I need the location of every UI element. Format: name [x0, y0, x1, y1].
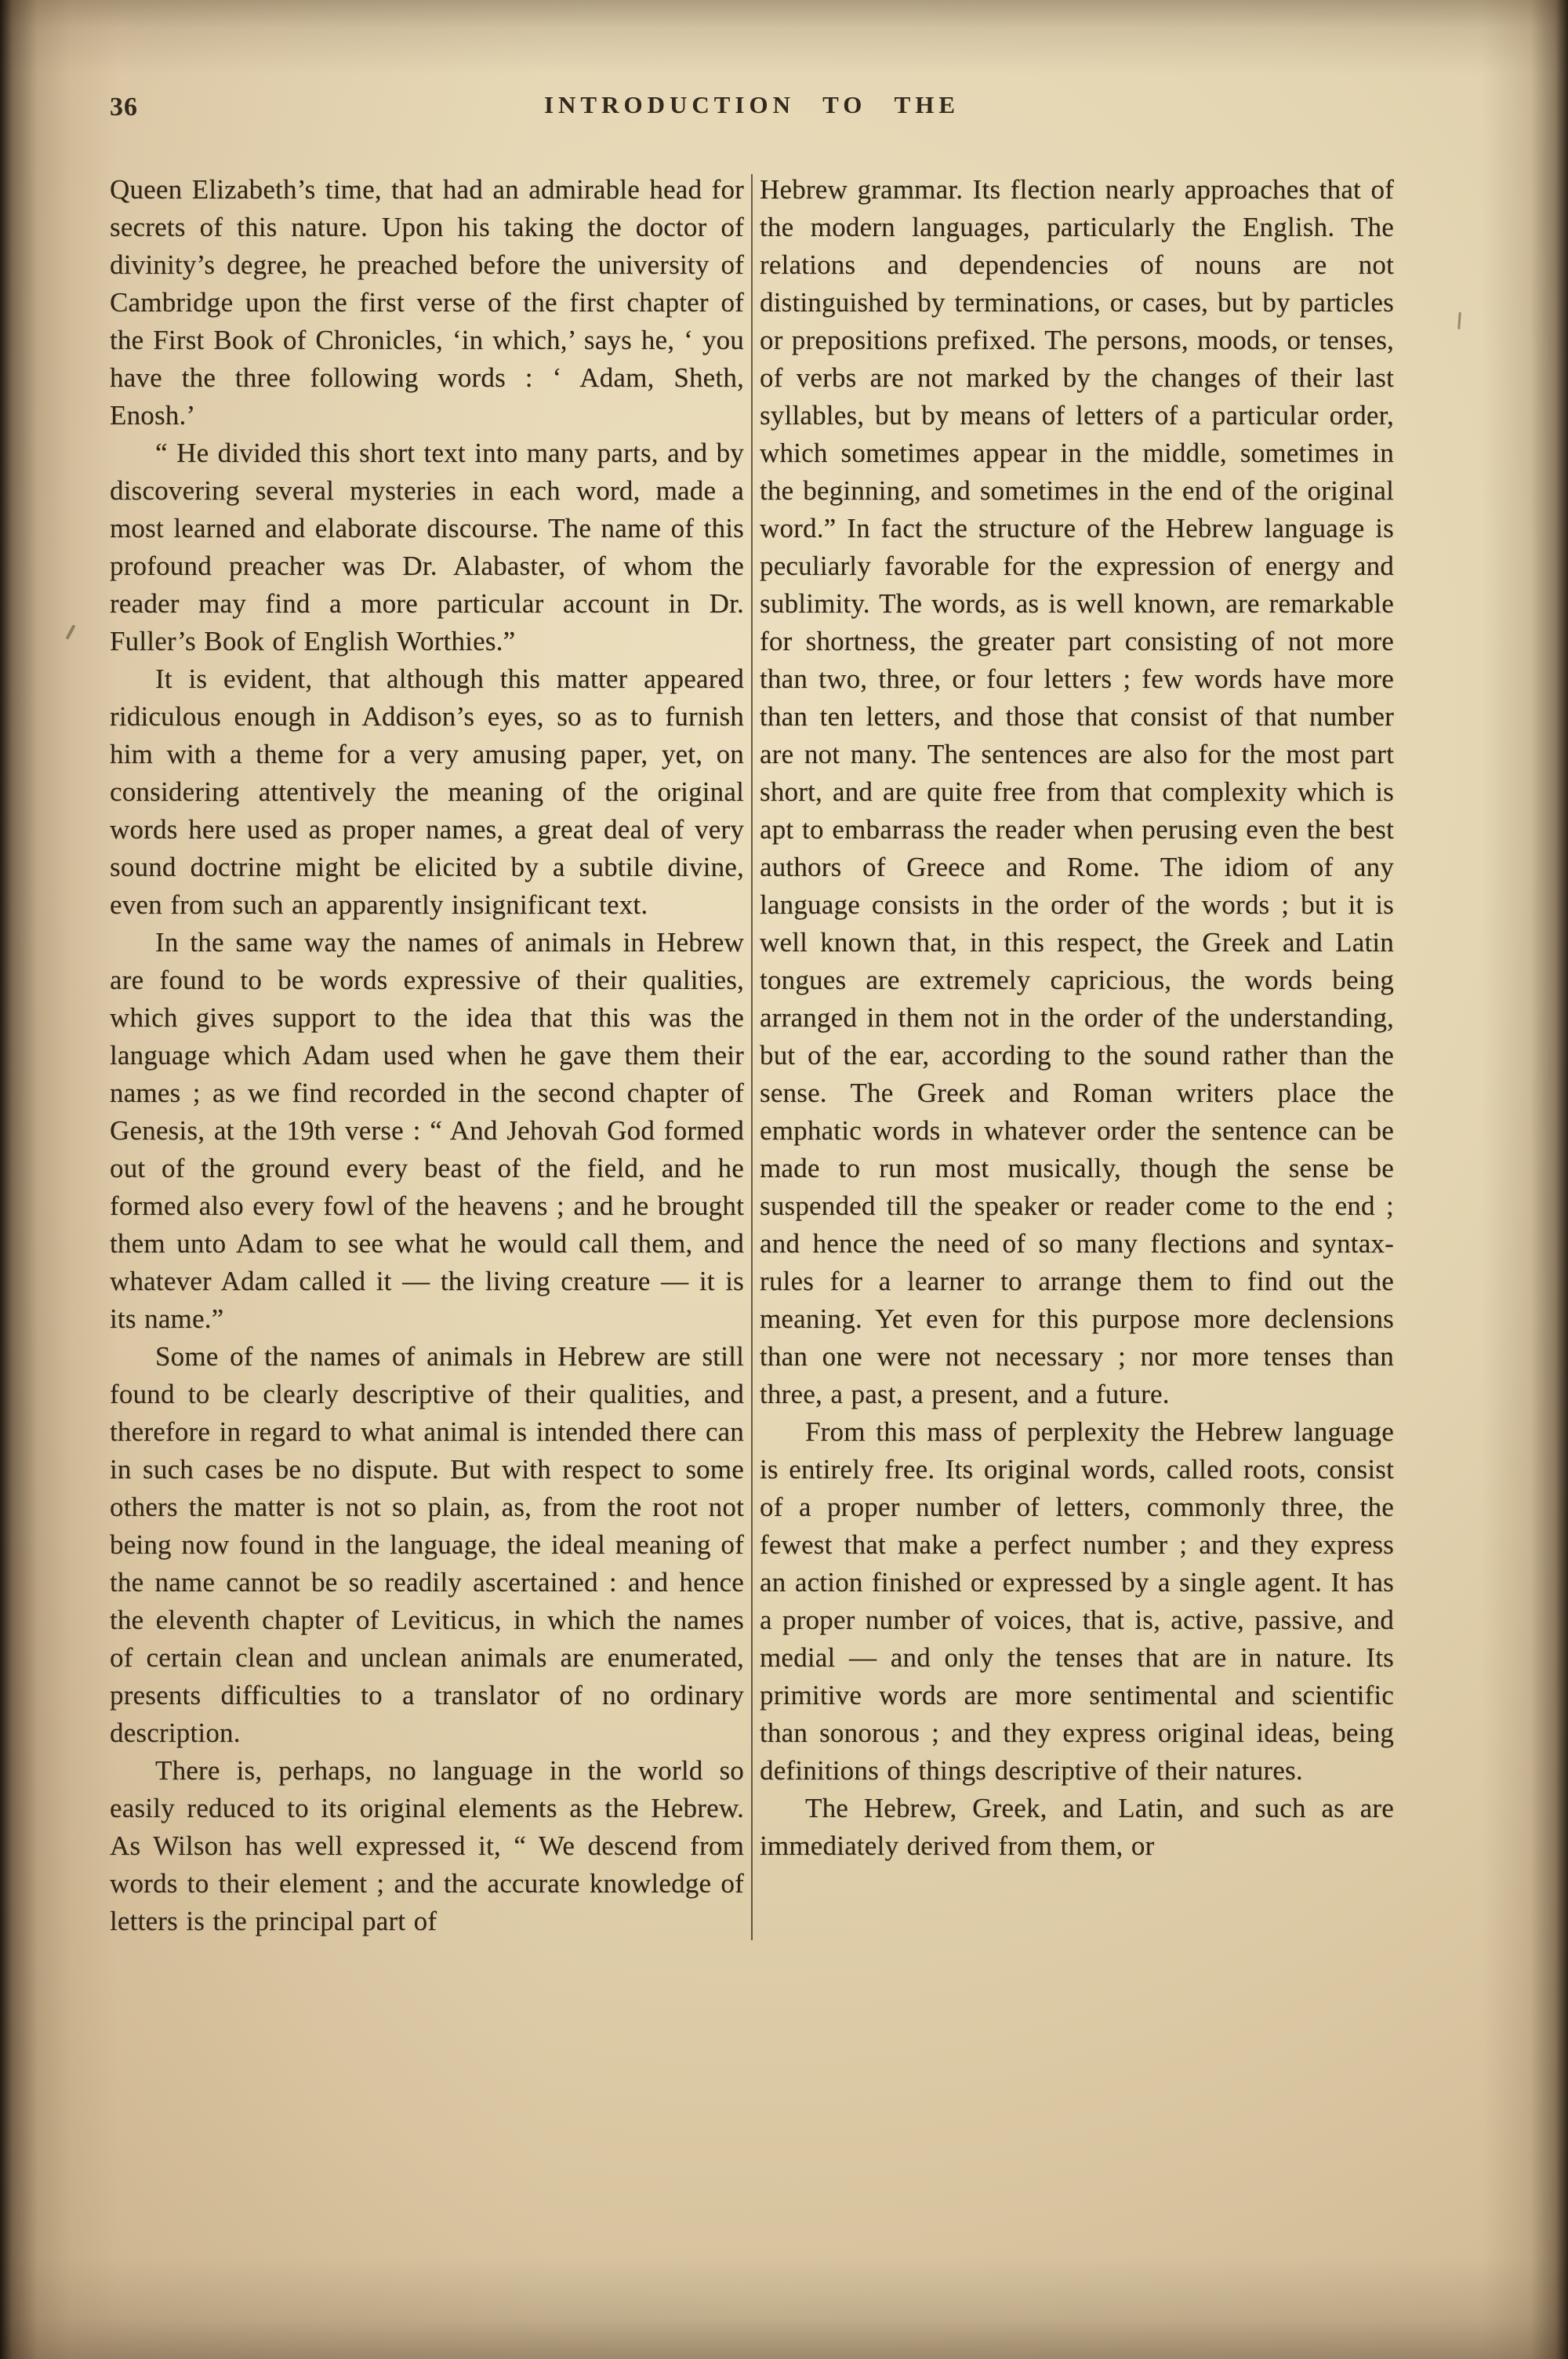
text-columns: [110, 171, 1394, 1940]
left-column: [110, 171, 744, 1940]
paragraph: Some of the names of animals in Hebrew are still found to be clearly descriptive of their qualities, and therefore in regard to what animal is intended there can in such cases be no dispute. But with respect to some others the matter is not so plain, as, from the root not being now found in the language, the ideal meaning of the name cannot be so readily ascertained : and hence the eleventh chapter of Leviticus, in which the names of certain clean and unclean animals are enumerated, presents difficulties to a translator of no ordinary description.: [110, 1341, 744, 1748]
scan-artifact: [66, 624, 76, 640]
paragraph: Hebrew grammar. Its flection nearly approaches that of the modern languages, particularly the English. The relations and dependencies of nouns are not distinguished by terminations, or cases, but by particles or prepositions prefixed. The persons, moods, or tenses, of verbs are not marked by the changes of their last syllables, but by means of letters of a particular order, which sometimes appear in the middle, sometimes in the beginning, and sometimes in the end of the original word.” In fact the structure of the Hebrew language is peculiarly favorable for the expression of energy and sublimity. The words, as is well known, are remarkable for shortness, the greater part consisting of not more than two, three, or four letters ; few words have more than ten letters, and those that consist of that number are not many. The sentences are also for the most part short, and are quite free from that complexity which is apt to embarrass the reader when perusing even the best authors of Greece and Rome. The idiom of any language consists in the order of the words ; but it is well known that, in this respect, the Greek and Latin tongues are extremely capricious, the words being arranged in them not in the order of the understanding, but of the ear, according to the sound rather than the sense. The Greek and Roman writers place the emphatic words in whatever order the sentence can be made to run most musically, though the sense be suspended till the speaker or reader come to the end ; and hence the need of so many flections and syntax-rules for a learner to arrange them to find out the meaning. Yet even for this purpose more declensions than one were not necessary ; nor more tenses than three, a past, a present, and a future.: [760, 174, 1394, 1409]
scan-artifact: [1457, 312, 1461, 329]
column-divider-rule: [751, 174, 753, 1940]
paragraph: The Hebrew, Greek, and Latin, and such as are immediately derived from them, or: [760, 1793, 1394, 1861]
right-column: [760, 171, 1394, 1940]
paragraph: It is evident, that although this matter appeared ridiculous enough in Addison’s eyes, so as to furnish him with a theme for a very amusing paper, yet, on considering attentively the meaning of the original words here used as proper names, a great deal of very sound doctrine might be elicited by a subtile divine, even from such an apparently insignificant text.: [110, 663, 744, 920]
page-header: [110, 91, 1394, 129]
paragraph: From this mass of perplexity the Hebrew language is entirely free. Its original words, called roots, consist of a proper number of letters, commonly three, the fewest that make a perfect number ; and they express an action finished or expressed by a single agent. It has a proper number of voices, that is, active, passive, and medial — and only the tenses that are in nature. Its primitive words are more sentimental and scientific than sonorous ; and they express original ideas, being definitions of things descriptive of their natures.: [760, 1416, 1394, 1786]
paragraph: “ He divided this short text into many parts, and by discovering several mysteries in each word, made a most learned and elaborate discourse. The name of this profound preacher was Dr. Alabaster, of whom the reader may find a more particular account in Dr. Fuller’s Book of English Worthies.”: [110, 438, 744, 656]
paragraph: In the same way the names of animals in Hebrew are found to be words expressive of their qualities, which gives support to the idea that this was the language which Adam used when he gave them their names ; as we find recorded in the second chapter of Genesis, at the 19th verse : “ And Jehovah God formed out of the ground every beast of the field, and he formed also every fowl of the heavens ; and he brought them unto Adam to see what he would call them, and whatever Adam called it — the living creature — it is its name.”: [110, 927, 744, 1334]
page-number: 36: [110, 93, 138, 122]
paragraph: There is, perhaps, no language in the world so easily reduced to its original elements as the Hebrew. As Wilson has well expressed it, “ We descend from words to their element ; and the accurate knowledge of letters is the principal part of: [110, 1755, 744, 1936]
paragraph: Queen Elizabeth’s time, that had an admirable head for secrets of this nature. Upon his taking the doctor of divinity’s degree, he preached before the university of Cambridge upon the first verse of the first chapter of the First Book of Chronicles, ‘in which,’ says he, ‘ you have the three following words : ‘ Adam, Sheth, Enosh.’: [110, 174, 744, 431]
running-header: INTRODUCTION TO THE: [543, 91, 960, 118]
